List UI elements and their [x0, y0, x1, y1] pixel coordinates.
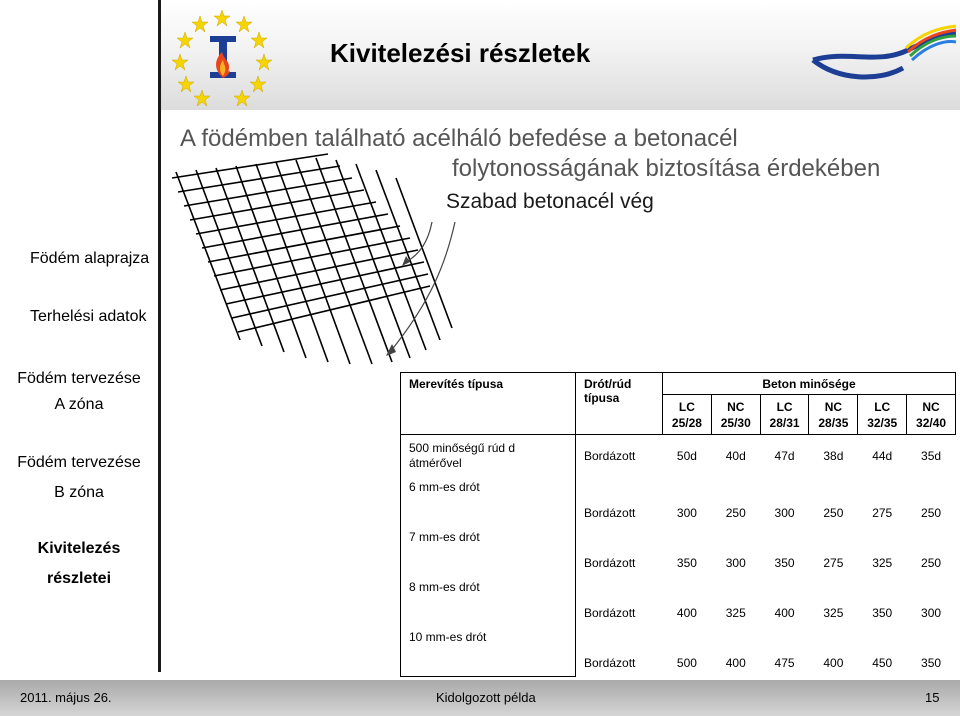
anchorage-value-cell: 300	[921, 605, 942, 620]
nav-item-floor-plan[interactable]: Födém alaprajza	[30, 250, 150, 267]
anchorage-value-cell: 40d	[725, 448, 746, 463]
anchorage-value-cell: 325	[823, 605, 844, 620]
table-cell-empty	[858, 527, 907, 549]
nav-item-construction-details-line1: Kivitelezés	[37, 540, 121, 557]
table-cell-empty	[760, 477, 809, 499]
table-cell-empty	[576, 627, 663, 649]
table-cell-empty	[760, 577, 809, 599]
nav-item-design-zone-a[interactable]	[0, 366, 158, 418]
nav-item-design-zone-b-line1: Födém tervezése	[17, 454, 141, 471]
table-cell-empty	[663, 477, 712, 499]
table-cell-empty	[401, 599, 576, 627]
nav-item-load-data[interactable]: Terhelési adatok	[30, 308, 147, 325]
table-cell-empty	[809, 577, 858, 599]
wire-type-cell: Bordázott	[584, 448, 636, 463]
table-cell-empty	[907, 577, 956, 599]
page-title: Kivitelezési részletek	[330, 38, 591, 68]
footer-center-label: Kidolgozott példa	[436, 690, 536, 705]
anchorage-value-cell: 300	[725, 555, 746, 570]
anchorage-value-cell: 38d	[823, 448, 844, 463]
page-number: 15	[925, 690, 940, 705]
table-cell-empty	[401, 549, 576, 577]
reinforcement-type-label: 10 mm-es drót	[401, 627, 576, 649]
table-cell-empty	[760, 627, 809, 649]
col-header-wire-type: Drót/rúd típusa	[576, 373, 663, 435]
nav-item-design-zone-a-line1: Födém tervezése	[17, 370, 141, 387]
anchorage-value-cell: 350	[921, 655, 942, 670]
table-cell-empty	[809, 627, 858, 649]
table-cell-empty	[907, 527, 956, 549]
reinforcement-type-label: 7 mm-es drót	[401, 527, 576, 549]
anchorage-length-table	[400, 372, 956, 677]
anchorage-value-cell: 350	[774, 555, 795, 570]
anchorage-value-cell: 275	[823, 555, 844, 570]
eu-stars-fire-logo-icon	[172, 8, 272, 108]
grade-header: NC 25/30	[711, 395, 760, 435]
table-cell-empty	[907, 477, 956, 499]
grade-header: LC 25/28	[663, 395, 712, 435]
anchorage-value-cell: 250	[725, 505, 746, 520]
anchorage-value-cell: 250	[921, 505, 942, 520]
reinforcement-type-label: 6 mm-es drót	[401, 477, 576, 499]
table-cell-empty	[663, 627, 712, 649]
anchorage-value-cell: 500	[676, 655, 697, 670]
anchorage-value-cell: 475	[774, 655, 795, 670]
anchorage-value-cell: 35d	[921, 448, 942, 463]
reinforcement-type-label: 500 minőségű rúd d átmérővel	[401, 435, 576, 477]
wire-type-cell: Bordázott	[584, 555, 636, 570]
table-cell-empty	[809, 477, 858, 499]
table-cell-empty	[663, 577, 712, 599]
anchorage-value-cell: 50d	[676, 448, 697, 463]
grade-header: NC 28/35	[809, 395, 858, 435]
reinforcement-type-label: 8 mm-es drót	[401, 577, 576, 599]
anchorage-value-cell: 400	[823, 655, 844, 670]
table-cell-empty	[663, 527, 712, 549]
anchorage-value-cell: 450	[872, 655, 893, 670]
anchorage-value-cell: 350	[676, 555, 697, 570]
anchorage-value-cell: 47d	[774, 448, 795, 463]
anchorage-value-cell: 300	[774, 505, 795, 520]
steel-mesh-drawing	[165, 150, 495, 380]
subtitle-line-2: folytonosságának biztosítása érdekében	[452, 155, 881, 182]
col-header-reinforcement-type: Merevítés típusa	[401, 373, 576, 435]
table-cell-empty	[576, 527, 663, 549]
table-cell-empty	[711, 577, 760, 599]
col-header-concrete-grade: Beton minősége	[663, 373, 956, 395]
anchorage-value-cell: 250	[921, 555, 942, 570]
table-cell-empty	[907, 627, 956, 649]
nav-item-construction-details[interactable]	[0, 534, 158, 594]
wire-type-cell: Bordázott	[584, 505, 636, 520]
anchorage-value-cell: 350	[872, 605, 893, 620]
table-cell-empty	[401, 499, 576, 527]
table-cell-empty	[760, 527, 809, 549]
grade-header: LC 28/31	[760, 395, 809, 435]
table-cell-empty	[858, 477, 907, 499]
anchorage-value-cell: 275	[872, 505, 893, 520]
sidebar-divider	[158, 0, 161, 672]
anchorage-value-cell: 325	[872, 555, 893, 570]
footer-date: 2011. május 26.	[20, 690, 112, 705]
table-cell-empty	[711, 627, 760, 649]
footer-bar	[0, 680, 960, 716]
mesh-caption: Szabad betonacél vég	[446, 190, 654, 213]
nav-item-construction-details-line2: részletei	[46, 570, 112, 587]
subtitle-line-1: A födémben található acélháló befedése a betonacél	[180, 125, 738, 152]
table-cell-empty	[858, 627, 907, 649]
grade-header: LC 32/35	[858, 395, 907, 435]
wire-type-cell: Bordázott	[584, 605, 636, 620]
anchorage-value-cell: 400	[725, 655, 746, 670]
table-cell-empty	[576, 577, 663, 599]
anchorage-value-cell: 325	[725, 605, 746, 620]
eu-swoosh-logo-icon	[808, 20, 958, 90]
table-cell-empty	[711, 527, 760, 549]
table-cell-empty	[401, 649, 576, 677]
table-cell-empty	[809, 527, 858, 549]
table-cell-empty	[576, 477, 663, 499]
nav-item-design-zone-b-line2: B zóna	[54, 484, 104, 501]
anchorage-value-cell: 44d	[872, 448, 893, 463]
nav-item-design-zone-a-line2: A zóna	[54, 396, 104, 413]
table-cell-empty	[711, 477, 760, 499]
table-cell-empty	[858, 577, 907, 599]
wire-type-cell: Bordázott	[584, 655, 636, 670]
anchorage-value-cell: 250	[823, 505, 844, 520]
grade-header: NC 32/40	[907, 395, 956, 435]
anchorage-value-cell: 400	[774, 605, 795, 620]
anchorage-value-cell: 300	[676, 505, 697, 520]
anchorage-value-cell: 400	[676, 605, 697, 620]
nav-item-design-zone-b[interactable]	[0, 448, 158, 508]
